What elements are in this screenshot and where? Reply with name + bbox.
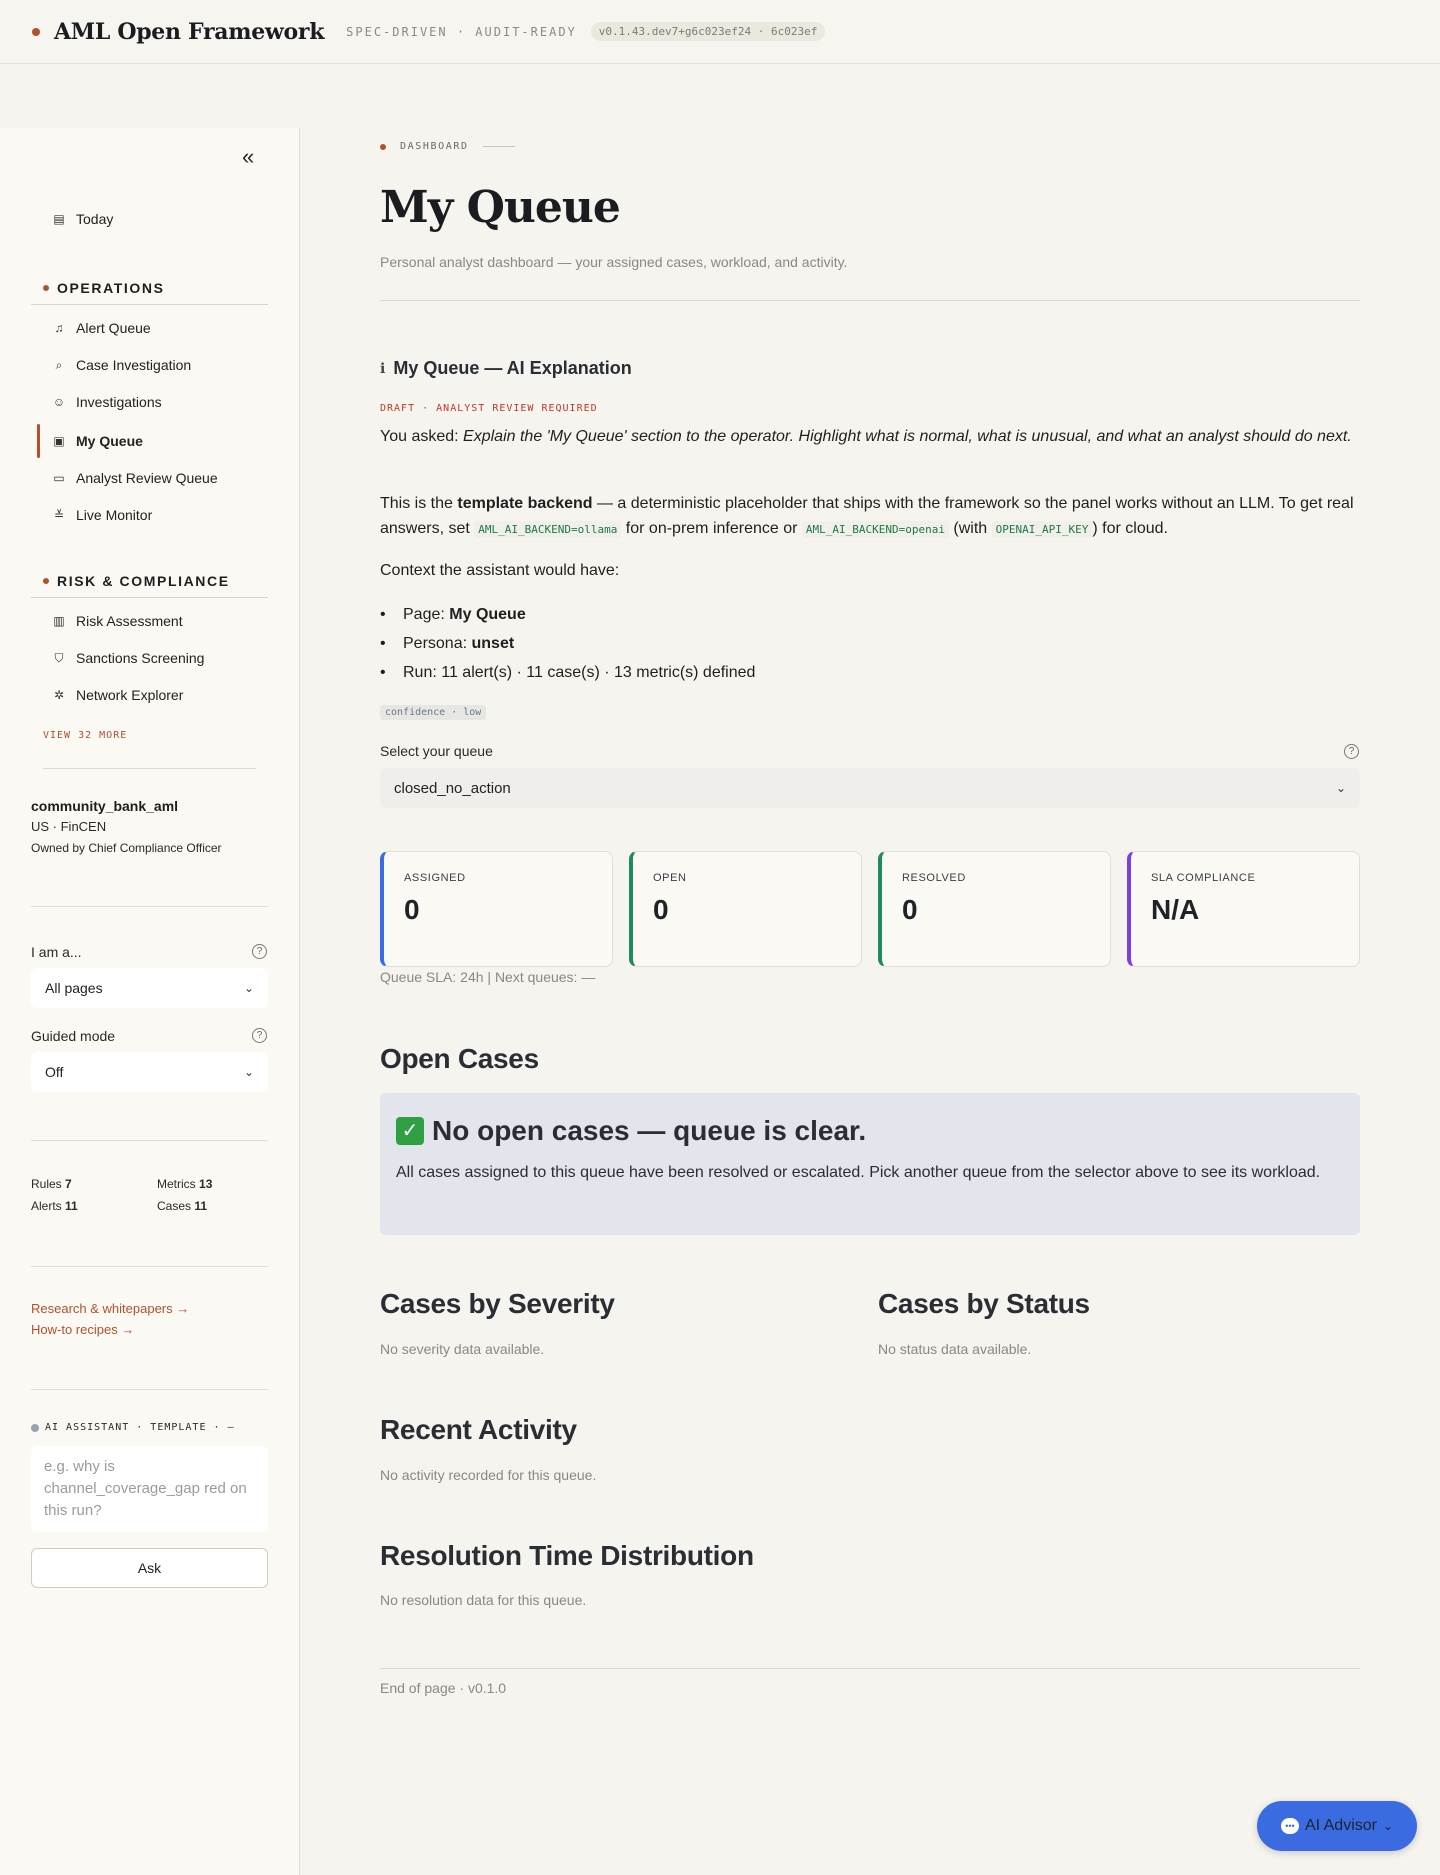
code-snippet: OPENAI_API_KEY: [992, 521, 1093, 538]
empty-state-title: [396, 1115, 1344, 1147]
chat-bubble-icon: •••: [1281, 1818, 1299, 1834]
stat-label: Metrics: [157, 1177, 196, 1191]
kpi-label: SLA COMPLIANCE: [1151, 872, 1256, 884]
text: (with: [953, 520, 988, 537]
recipes-link[interactable]: How-to recipes →: [31, 1322, 135, 1337]
calendar-icon: ▤: [53, 212, 65, 226]
brand-title[interactable]: AML Open Framework: [54, 18, 325, 45]
persona-select-value: All pages: [45, 980, 103, 996]
active-indicator: [37, 424, 40, 458]
kpi-value: 0: [653, 894, 669, 925]
sidebar-item-live-monitor[interactable]: [52, 505, 152, 525]
tenant-name: community_bank_aml: [31, 798, 179, 814]
list-item: [380, 658, 755, 687]
eyebrow-dot: [380, 144, 386, 150]
sidebar-item-label: Live Monitor: [76, 507, 153, 523]
shield-icon: ⛉: [54, 651, 64, 665]
section-title: OPERATIONS: [57, 280, 165, 296]
clipboard-icon: ▣: [53, 434, 65, 448]
sidebar-item-analyst-review-queue[interactable]: [52, 468, 218, 488]
stat-value: 13: [199, 1177, 213, 1191]
tenant-owner: Owned by Chief Compliance Officer: [31, 841, 222, 855]
stat-cases: [157, 1199, 207, 1213]
status-empty: No status data available.: [878, 1341, 1032, 1357]
kpi-value: N/A: [1151, 894, 1200, 925]
chevron-down-icon: ⌄: [243, 981, 254, 995]
check-icon: ✓: [396, 1117, 424, 1145]
kpi-card-open: [629, 851, 862, 967]
kpi-card-sla-compliance: [1127, 851, 1360, 967]
monitor-icon: ≚: [53, 508, 65, 522]
persona-label: I am a...: [31, 944, 82, 960]
divider: [31, 1266, 268, 1267]
stat-value: 11: [65, 1199, 78, 1213]
sidebar-item-label: Today: [76, 211, 114, 227]
activity-empty: No activity recorded for this queue.: [380, 1467, 597, 1483]
context-list: [380, 600, 755, 687]
resolution-heading: Resolution Time Distribution: [380, 1540, 754, 1571]
guided-mode-select[interactable]: [31, 1052, 268, 1092]
text: Persona:: [403, 635, 468, 652]
kpi-label: RESOLVED: [902, 872, 966, 884]
divider: [31, 906, 268, 907]
divider: [31, 1389, 268, 1390]
ai-assistant-status: [31, 1422, 235, 1433]
sidebar-item-label: My Queue: [76, 433, 143, 449]
resolution-empty: No resolution data for this queue.: [380, 1592, 587, 1608]
queue-select-label: Select your queue: [380, 743, 493, 759]
kpi-label: OPEN: [653, 872, 687, 884]
ai-question-input[interactable]: e.g. why is channel_coverage_gap red on this run?: [31, 1446, 268, 1532]
text: for on-prem inference or: [625, 520, 798, 537]
sidebar-item-label: Sanctions Screening: [76, 650, 205, 666]
stat-metrics: [157, 1177, 212, 1191]
chevron-down-icon: ⌄: [1382, 1819, 1394, 1833]
ai-explanation-title: My Queue — AI Explanation: [393, 358, 632, 378]
list-item: [380, 629, 755, 658]
brand-dot: [32, 28, 40, 36]
code-snippet: AML_AI_BACKEND=openai: [802, 521, 949, 538]
sidebar-item-case-investigation[interactable]: [52, 355, 191, 375]
kpi-value: 0: [902, 894, 918, 925]
confidence-badge: confidence · low: [380, 705, 486, 720]
inbox-icon: ▭: [53, 471, 65, 485]
draft-badge: DRAFT · ANALYST REVIEW REQUIRED: [380, 403, 598, 414]
sidebar-item-label: Analyst Review Queue: [76, 470, 218, 486]
asked-prefix: You asked:: [380, 428, 459, 445]
stat-label: Rules: [31, 1177, 62, 1191]
sidebar-item-label: Investigations: [76, 394, 162, 410]
top-header: [0, 0, 1440, 64]
sidebar: [0, 128, 300, 1875]
code-snippet: AML_AI_BACKEND=ollama: [474, 521, 621, 538]
sidebar-item-sanctions-screening[interactable]: [52, 648, 204, 668]
bold-text: unset: [471, 635, 515, 652]
kpi-label: ASSIGNED: [404, 872, 466, 884]
sidebar-item-label: Alert Queue: [76, 320, 151, 336]
ai-advisor-button[interactable]: [1257, 1801, 1417, 1851]
text: Run: 11 alert(s) · 11 case(s) · 13 metric(s) defined: [403, 664, 756, 681]
bold-text: My Queue: [449, 606, 526, 623]
stat-rules: [31, 1177, 72, 1191]
map-icon: ▥: [53, 614, 65, 628]
info-icon: ℹ: [380, 360, 386, 376]
sidebar-item-label: Network Explorer: [76, 687, 184, 703]
severity-empty: No severity data available.: [380, 1341, 545, 1357]
ask-button[interactable]: Ask: [31, 1548, 268, 1588]
section-dot: [43, 578, 49, 584]
sidebar-item-today[interactable]: [52, 211, 113, 227]
persona-select[interactable]: [31, 968, 268, 1008]
text: This is the: [380, 495, 453, 512]
page-footer: End of page · v0.1.0: [380, 1680, 507, 1696]
sidebar-item-investigations[interactable]: [52, 392, 162, 412]
status-dot: [31, 1424, 39, 1432]
research-link[interactable]: Research & whitepapers →: [31, 1301, 190, 1316]
bell-icon: ♫: [54, 321, 64, 335]
asked-text: Explain the 'My Queue' section to the operator. Highlight what is normal, what is unusual, and what an analyst should do next.: [463, 428, 1352, 445]
queue-sla-caption: Queue SLA: 24h | Next queues: —: [380, 969, 596, 985]
sidebar-item-risk-assessment[interactable]: [52, 611, 183, 631]
context-paragraph: Context the assistant would have:: [380, 562, 620, 579]
kpi-card-resolved: [878, 851, 1111, 967]
text: ) for cloud.: [1092, 520, 1168, 537]
status-heading: Cases by Status: [878, 1288, 1090, 1319]
severity-heading: Cases by Severity: [380, 1288, 615, 1319]
breadcrumb: [380, 141, 515, 152]
empty-state-title-text: No open cases — queue is clear.: [432, 1115, 867, 1146]
ai-question-paragraph: [380, 424, 1360, 449]
collapse-sidebar-icon[interactable]: «: [242, 144, 255, 169]
sidebar-item-alert-queue[interactable]: [52, 318, 151, 338]
page-title: My Queue: [380, 182, 620, 233]
stat-alerts: [31, 1199, 78, 1213]
sidebar-item-network-explorer[interactable]: [52, 685, 183, 705]
chevron-down-icon: ⌄: [243, 1065, 254, 1079]
chevron-down-icon: ⌄: [1335, 781, 1346, 795]
bold-text: template backend: [457, 495, 593, 512]
divider: [380, 1668, 1360, 1669]
text: — a deterministic placeholder that ships with the framework so the panel works without an LLM. To get real answers, set: [380, 495, 1354, 537]
section-heading-operations: [31, 280, 268, 305]
ai-advisor-label: AI Advisor: [1304, 1817, 1377, 1834]
version-badge: v0.1.43.dev7+g6c023ef24 · 6c023ef: [591, 22, 826, 41]
brand-tagline: SPEC-DRIVEN · AUDIT-READY: [346, 24, 577, 39]
recent-activity-heading: Recent Activity: [380, 1414, 577, 1445]
empty-state-callout: [380, 1093, 1360, 1235]
help-icon[interactable]: ?: [252, 944, 267, 959]
face-icon: ☺: [52, 395, 66, 409]
sidebar-item-label: Risk Assessment: [76, 613, 183, 629]
stat-label: Cases: [157, 1199, 192, 1213]
section-heading-risk-compliance: [31, 573, 268, 598]
list-item: [380, 600, 755, 629]
help-icon[interactable]: ?: [252, 1028, 267, 1043]
stat-value: 11: [194, 1199, 208, 1213]
stat-value: 7: [65, 1177, 72, 1191]
queue-select-value: closed_no_action: [394, 779, 511, 797]
queue-select[interactable]: [380, 768, 1360, 808]
ai-backend-paragraph: [380, 491, 1360, 542]
text: Page:: [403, 606, 445, 623]
help-icon[interactable]: ?: [1344, 744, 1359, 759]
open-cases-heading: Open Cases: [380, 1043, 539, 1074]
search-icon: ⌕: [55, 358, 63, 372]
divider: [380, 300, 1360, 301]
page-subtitle: Personal analyst dashboard — your assigned cases, workload, and activity.: [380, 254, 848, 270]
section-dot: [43, 285, 49, 291]
divider: [43, 768, 256, 769]
kpi-card-assigned: [380, 851, 613, 967]
guided-mode-value: Off: [45, 1064, 64, 1080]
stat-label: Alerts: [31, 1199, 62, 1213]
eyebrow-line: [483, 146, 515, 147]
kpi-value: 0: [404, 894, 420, 925]
sidebar-item-my-queue[interactable]: [52, 431, 143, 451]
divider: [31, 1140, 268, 1141]
empty-state-text: All cases assigned to this queue have been resolved or escalated. Pick another queue from the selector above to see its workload.: [396, 1164, 1321, 1181]
sidebar-item-label: Case Investigation: [76, 357, 192, 373]
ai-assistant-status-text: AI ASSISTANT · TEMPLATE · —: [45, 1422, 235, 1433]
view-more-link[interactable]: VIEW 32 MORE: [43, 730, 128, 741]
breadcrumb-label: DASHBOARD: [400, 141, 469, 152]
section-title: RISK & COMPLIANCE: [57, 573, 230, 589]
tenant-jurisdiction: US · FinCEN: [31, 819, 107, 834]
network-icon: ✲: [53, 688, 65, 702]
guided-mode-label: Guided mode: [31, 1028, 116, 1044]
ai-explanation-heading[interactable]: [380, 358, 632, 379]
